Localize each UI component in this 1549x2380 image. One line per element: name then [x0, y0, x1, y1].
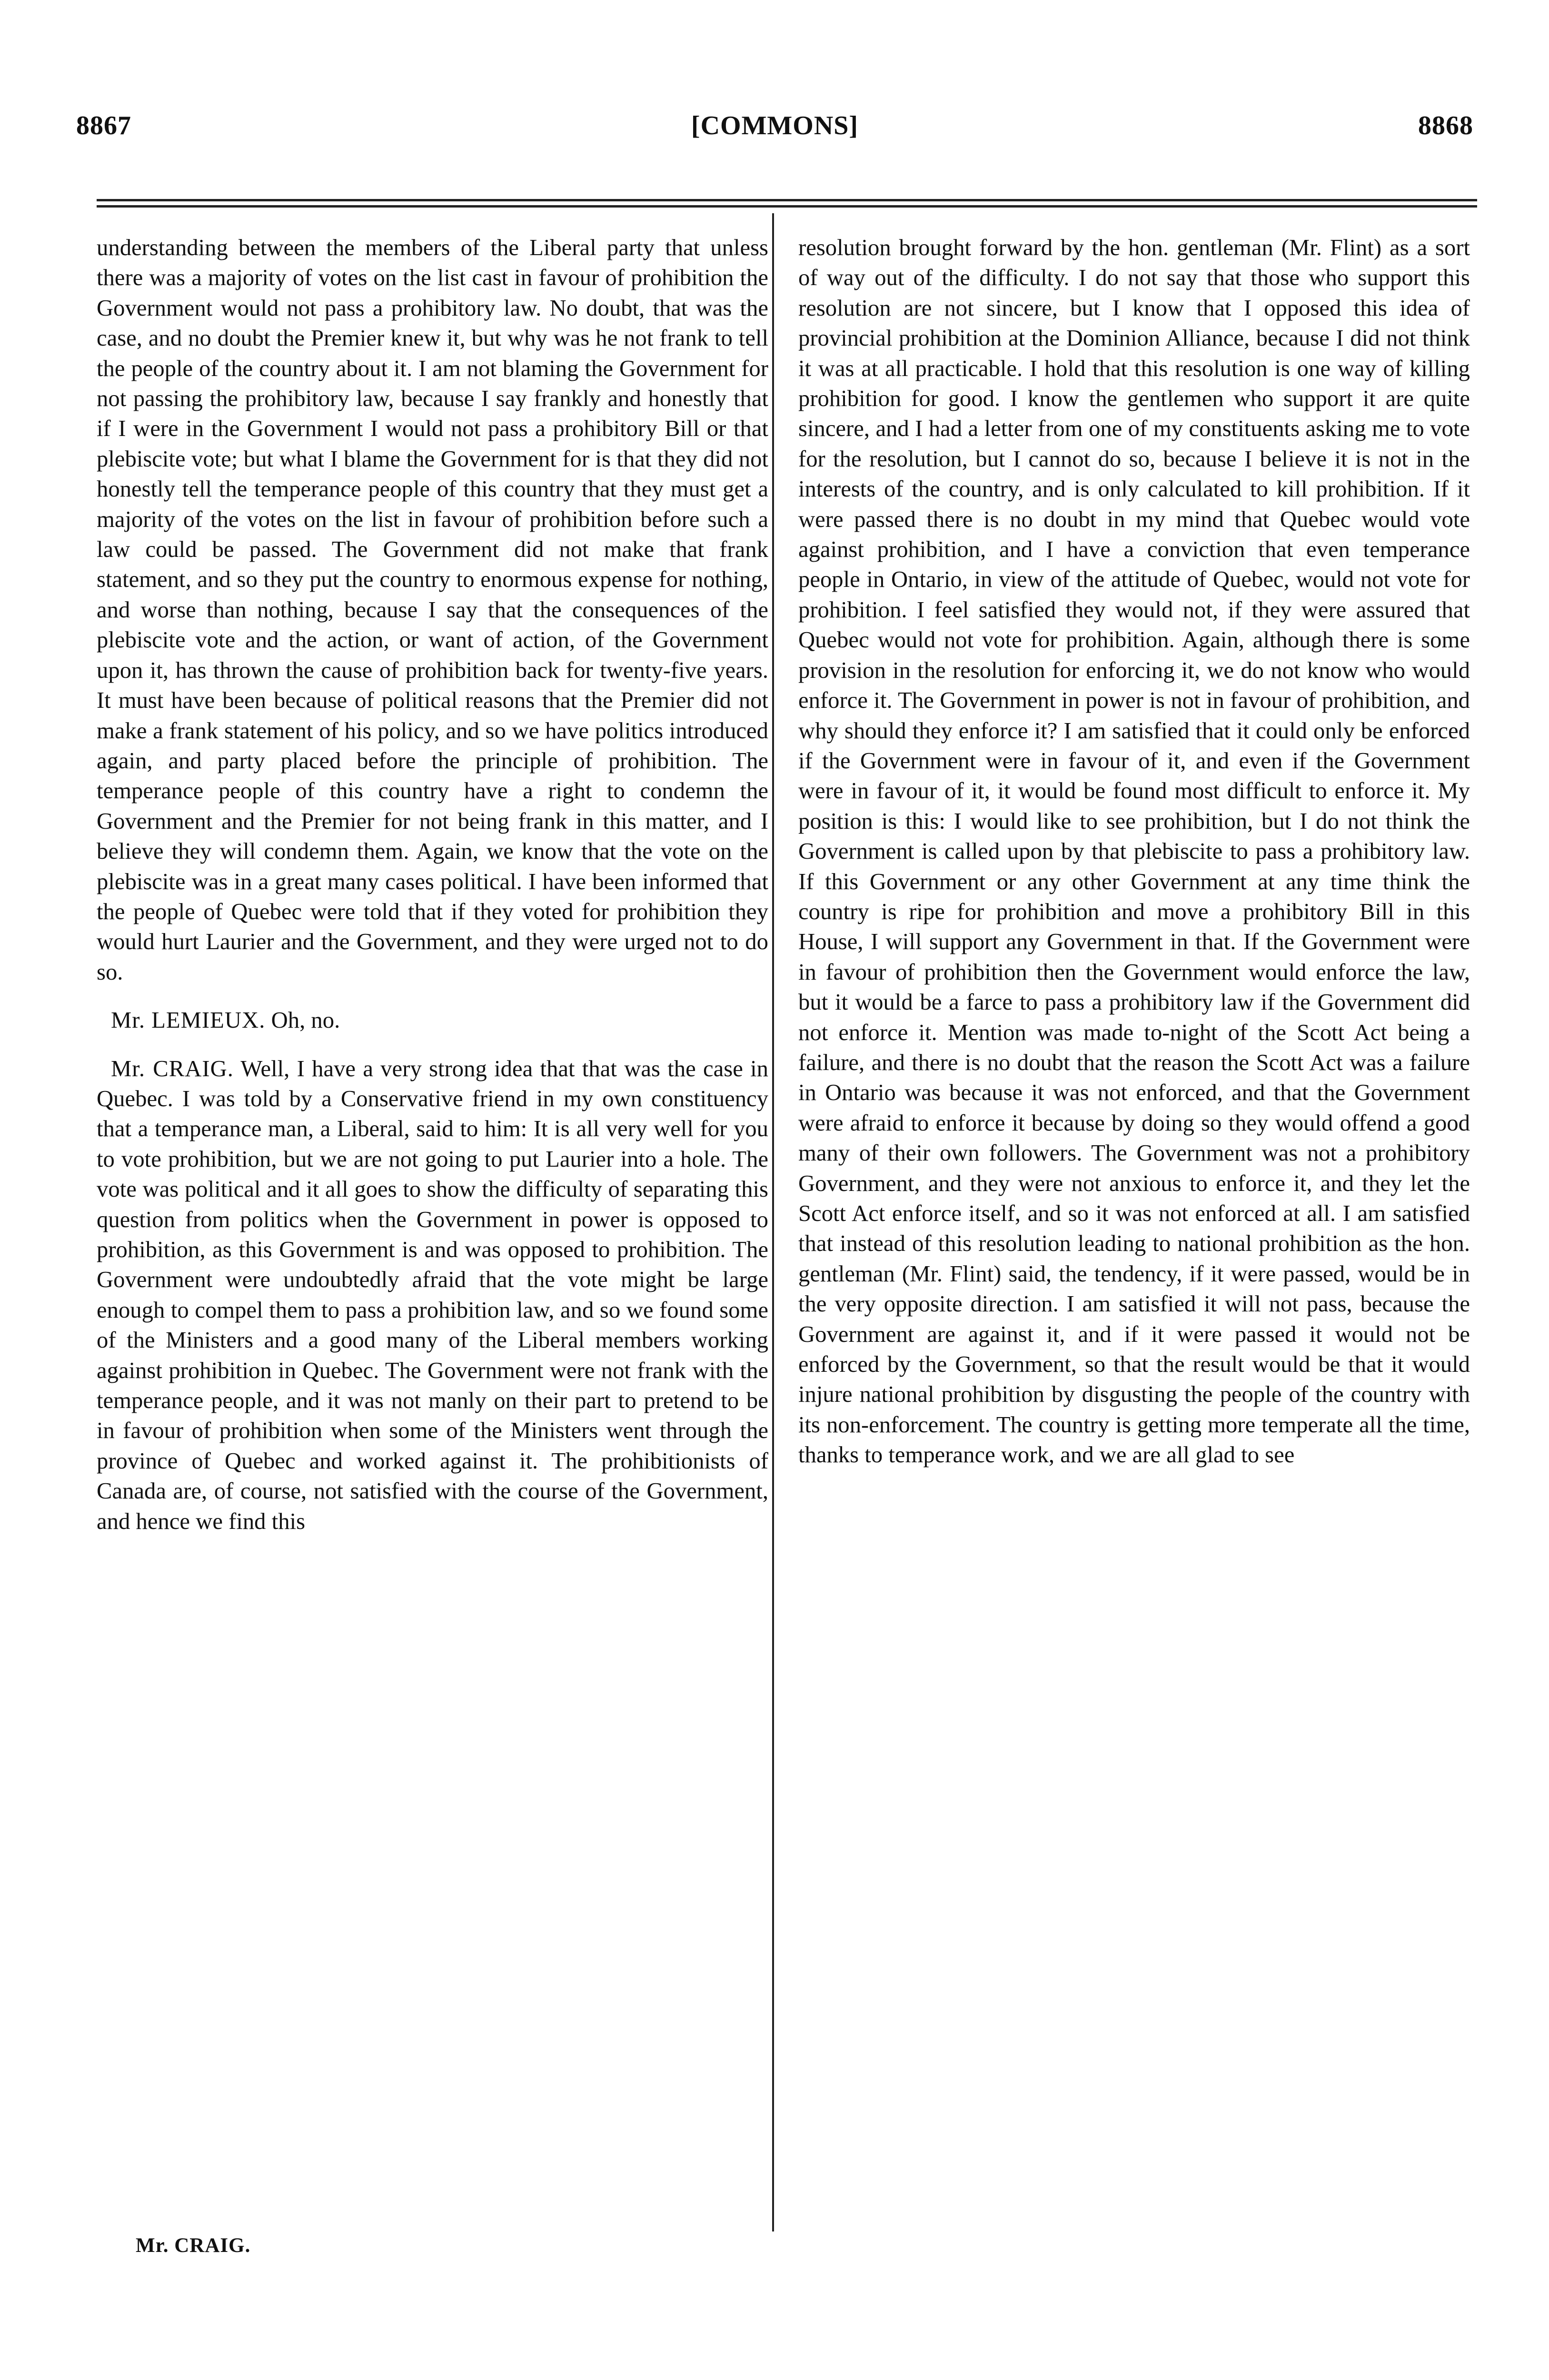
craig-speech-paragraph — [97, 1054, 768, 1537]
left-paragraph-continuation: understanding between the members of the Liberal party that unless there was a majority of votes on the list cast in favour of prohibition the Government would not pass a prohibitory law. No doubt, that was the case, and no doubt the Premier knew it, but why was he not frank to tell the people of the country about it. I am not blaming the Government for not passing the prohibitory law, because I say frankly and honestly that if I were in the Government I would not pass a prohibitory Bill or that plebiscite vote; but what I blame the Government for is that they did not honestly tell the temperance people of this country that they must get a majority of the votes on the list in favour of prohibition before such a law could be passed. The Government did not make that frank statement, and so they put the country to enormous expense for nothing, and worse than nothing, because I say that the consequences of the plebiscite vote and the action, or want of action, of the Government upon it, has thrown the cause of prohibition back for twenty-five years. It must have been because of political reasons that the Premier did not make a frank statement of his policy, and so we have politics introduced again, and party placed before the principle of prohibition. The temperance people of this country have a right to condemn the Government and the Premier for not being frank in this matter, and I believe they will condemn them. Again, we know that the vote on the plebiscite was in a great many cases political. I have been informed that the people of Quebec were told that if they voted for prohibition they would hurt Laurier and the Government, and they were urged not to do so. — [97, 235, 768, 985]
right-paragraph-continuation: resolution brought forward by the hon. gentleman (Mr. Flint) as a sort of way out of the difficulty. I do not say that those who support this resolution are not sincere, but I know that I opposed this idea of provincial prohibition at the Dominion Alliance, because I did not think it was at all practicable. I hold that this resolution is one way of killing prohibition for good. I know the gentlemen who support it are quite sincere, and I had a letter from one of my constituents asking me to vote for the resolution, but I cannot do so, because I believe it is not in the interests of the country, and is only calculated to kill prohibition. If it were passed there is no doubt in my mind that Quebec would vote against prohibition, and I have a conviction that even temperance people in Ontario, in view of the attitude of Quebec, would not vote for prohibition. I feel satisfied they would not, if they were assured that Quebec would not vote for prohibition. Again, although there is some provision in the resolution for enforcing it, we do not know who would enforce it. The Government in power is not in favour of prohibition, and why should they enforce it? I am satisfied that it could only be enforced if the Government were in favour of it, and even if the Government were in favour of it, it would be found most difficult to enforce it. My position is this: I would like to see prohibition, but I do not think the Government is called upon by that plebiscite to pass a prohibitory law. If this Government or any other Government at any time think the country is ripe for prohibition and move a prohibitory Bill in this House, I will support any Government in that. If the Government were in favour of prohibition then the Government would enforce the law, but it would be a farce to pass a prohibitory law if the Government did not enforce it. Mention was made to-night of the Scott Act being a failure, and there is no doubt that the reason the Scott Act was a failure in Ontario was because it was not enforced, and that the Government were afraid to enforce it because by doing so they would offend a good many of their own followers. The Government was not a prohibitory Government, and they were not anxious to enforce it, and they let the Scott Act enforce itself, and so it was not enforced at all. I am satisfied that instead of this resolution leading to national prohibition as the hon. gentleman (Mr. Flint) said, the tendency, if it were passed, would be in the very opposite direction. I am satisfied it will not pass, because the Government are against it, and if it were passed it would not be enforced by the Government, so that the result would be that it would injure national prohibition by disgusting the people of the country with its non-enforcement. The country is getting more temperate all the time, thanks to temperance work, and we are all glad to see — [798, 235, 1470, 1468]
lemieux-interjection — [97, 1005, 768, 1035]
lemieux-speech: Oh, no. — [271, 1007, 340, 1033]
left-page-number: 8867 — [76, 111, 131, 140]
right-page-number: 8868 — [1418, 111, 1473, 140]
header-rule — [97, 199, 1477, 201]
footer-speaker-note: Mr. CRAIG. — [136, 2234, 251, 2257]
running-head-commons: [COMMONS] — [691, 111, 859, 140]
right-text-column — [798, 233, 1470, 1470]
craig-speech-text: Well, I have a very strong idea that that was the case in Quebec. I was told by a Conservative friend in my own constituency that a temperance man, a Liberal, said to him: It is all very well for you to vote prohibition, but we are not going to put Laurier into a hole. The vote was political and it all goes to show the difficulty of separating this question from politics when the Government in power is opposed to prohibition, as this Government is and was opposed to prohibition. The Government were undoubtedly afraid that the vote might be large enough to compel them to pass a prohibition law, and so we found some of the Ministers and a good many of the Liberal members working against prohibition in Quebec. The Government were not frank with the temperance people, and it was not manly on their part to pretend to be in favour of prohibition when some of the Ministers went through the province of Quebec and worked against it. The prohibitionists of Canada are, of course, not satisfied with the course of the Government, and hence we find this — [97, 1055, 768, 1534]
column-divider — [772, 213, 774, 2231]
page-header — [76, 102, 1473, 154]
left-text-column — [97, 233, 768, 1537]
speaker-craig: Mr. CRAIG. — [111, 1055, 234, 1081]
speaker-lemieux: Mr. LEMIEUX. — [111, 1007, 266, 1033]
